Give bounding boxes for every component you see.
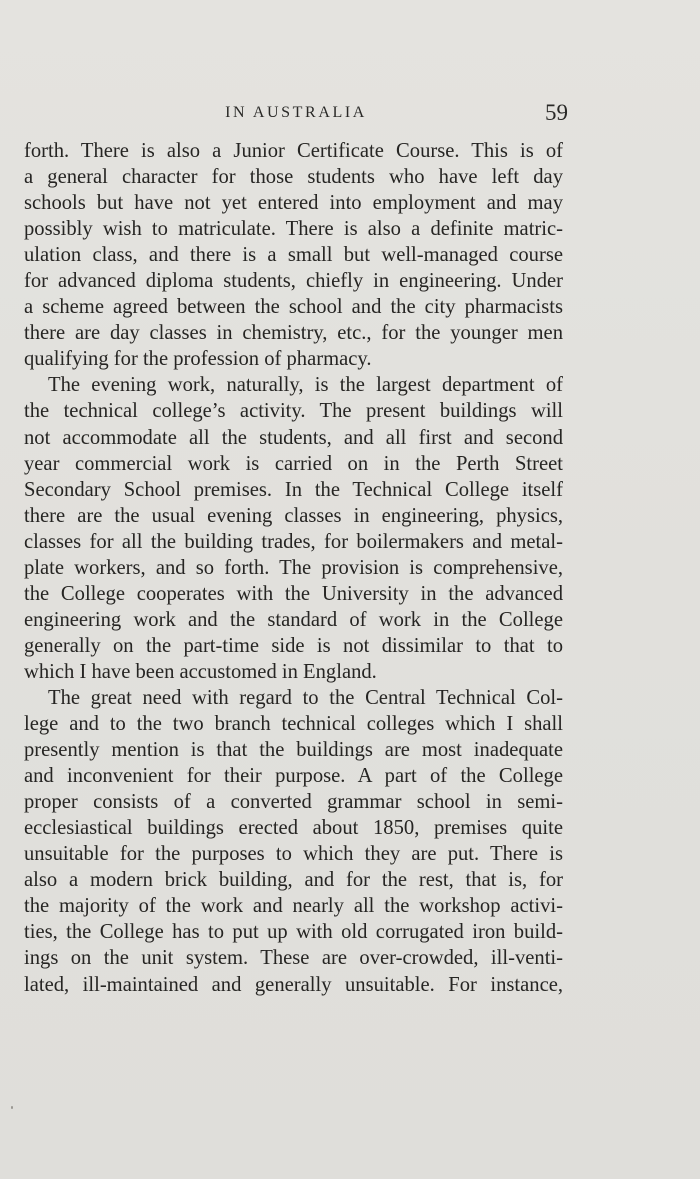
text-line: generally on the part-time side is not dissimilar to that to — [24, 634, 563, 657]
text-line: a scheme agreed between the school and the city pharmacists — [24, 296, 563, 319]
text-line: possibly wish to matriculate. There is also a definite matric- — [24, 218, 563, 241]
text-line: for advanced diploma students, chiefly in engineering. Under — [24, 270, 563, 293]
text-line: not accommodate all the students, and all first and second — [24, 426, 563, 449]
text-line: Secondary School premises. In the Technical College itself — [24, 478, 563, 501]
page-number: 59 — [545, 100, 568, 125]
text-line: also a modern brick building, and for the rest, that is, for — [24, 869, 563, 892]
text-line: ties, the College has to put up with old corrugated iron build- — [24, 921, 563, 944]
text-line: engineering work and the standard of work in the College — [24, 608, 563, 631]
text-line: plate workers, and so forth. The provision is comprehensive, — [24, 556, 563, 579]
text-line: lated, ill-maintained and generally unsuitable. For instance, — [24, 973, 563, 996]
text-line: forth. There is also a Junior Certificate Course. This is of — [24, 140, 563, 162]
text-line: the College cooperates with the University in the advanced — [24, 582, 563, 605]
text-line: there are day classes in chemistry, etc., for the younger men — [24, 322, 563, 345]
running-head — [24, 100, 568, 128]
text-line: classes for all the building trades, for boilermakers and metal- — [24, 530, 563, 553]
text-line: ings on the unit system. These are over-crowded, ill-venti- — [24, 947, 563, 970]
text-line: ecclesiastical buildings erected about 1850, premises quite — [24, 817, 563, 840]
text-line: presently mention is that the buildings are most inadequate — [24, 739, 563, 762]
text-line: The evening work, naturally, is the largest department of — [48, 374, 563, 397]
text-line: qualifying for the profession of pharmacy. — [24, 348, 372, 371]
text-line: the majority of the work and nearly all the workshop activi- — [24, 895, 563, 918]
paragraph-1 — [24, 138, 563, 372]
paragraph-2 — [24, 372, 563, 685]
text-line: and inconvenient for their purpose. A part of the College — [24, 765, 563, 788]
paragraph-3 — [24, 685, 563, 998]
text-line: year commercial work is carried on in the Perth Street — [24, 452, 563, 475]
text-line: a general character for those students who have left day — [24, 166, 563, 189]
text-line: the technical college’s activity. The present buildings will — [24, 400, 563, 423]
text-line: there are the usual evening classes in engineering, physics, — [24, 504, 563, 527]
text-line: ulation class, and there is a small but well-managed course — [24, 244, 563, 267]
body-text — [24, 138, 563, 998]
text-line: which I have been accustomed in England. — [24, 660, 377, 683]
text-line: The great need with regard to the Central Technical Col- — [48, 686, 563, 709]
running-title: IN AUSTRALIA — [225, 104, 367, 121]
text-line: schools but have not yet entered into employment and may — [24, 192, 563, 215]
text-line: lege and to the two branch technical colleges which I shall — [24, 713, 563, 736]
text-line: unsuitable for the purposes to which they are put. There is — [24, 843, 563, 866]
text-line: proper consists of a converted grammar school in semi- — [24, 791, 563, 814]
paper-speck — [11, 1106, 13, 1109]
